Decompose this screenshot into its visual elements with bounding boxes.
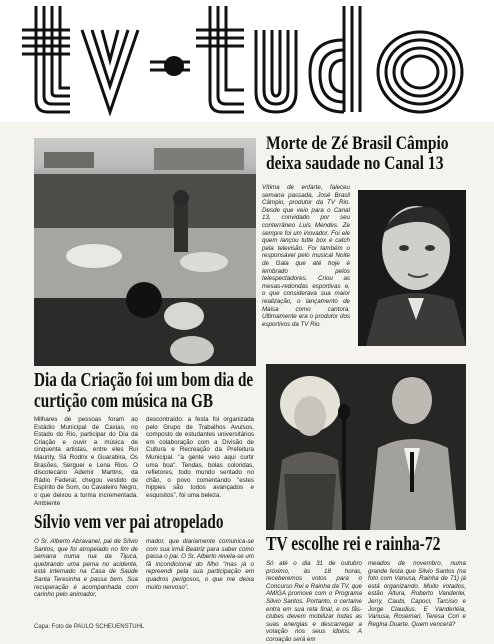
dia-criacao-body-col1: Milhares de pessoas foram ao Estádio Municipal de Caxias, no Estado do Rio, participar do Dia da Criação e ouvir a música de cinquenta artistas, entre eles Rui Maurity, Sá Rodrix e Guarabira, Os Brasões, Serguei e Lena Rios. O discotecário Ademir Martins, da Rádio Federal, chegou vestido de Espírito de Som, ou Cavaleiro Negro, o que deixou a turma incrementada. Ambiente [34, 416, 138, 507]
rei-rainha-headline: TV escolhe rei e rainha-72 [266, 533, 441, 555]
rei-rainha-body-col2: meados de novembro, numa grande festa que Silvio Santos (na foto com Vanusa, Rainha de 71) já está organizando. Muito votados, estão Altura, Roberto Vanderlei, Jerry, Caubi, Capoci, Tarcisio e Jorge Claudius. E Vanderléia, Vanusa, Rosemari, Teresa Cori e Regina Duarte. Quem vencerá? [368, 560, 466, 628]
rei-rainha-photo [266, 364, 466, 530]
concert-photo [34, 138, 256, 366]
dia-criacao-headline: Dia da Criação foi um bom dia de curtição com música na GB [34, 369, 254, 412]
dia-criacao-body-col2: descontraído: a festa foi organizada pelo Grupo de Trabalhos Avulsos, composto de estudantes universitários em colaboração com a Divisão de Cultura e Recreação da Prefeitura Municipal. "a gente veio aqui curtir uma boa". Tendas, bolas coloridas, refletores, todo mundo sentado no chão, o povo comentando "estes hippies são todos avançados e esquisitos", foi uma beleza. [146, 416, 254, 499]
silvio-body-col1: O Sr. Alberto Abravanel, pai de Sílvio Santos, que foi atropelado no fim de semana numa rua da Tijuca, quebrando uma perna no acidente, está internado na Casa de Saúde Santa Teresinha e passa bem. Sua recuperação é acompanhada com carinho pelo animador, [34, 538, 138, 599]
ze-brasil-body: Vítima de enfarte, faleceu semana passada, José Brasil Câmpio, produtor da TV Rio. Desde que veio para o Canal 13, convidado por seu conterrâneo Luís Mendes. Ze sempre foi um inovador. Foi ele quem lançou tutte box e catch pela televisão. Foi também o responsável pelo musical Noite de Gala que até hoje é lembrado pelos telespectadores. Criou as mesas-redondas esportivas e, o que considerava sua maior realização, o lançamento de Maisa como cantora. Ultimamente era o produtor dos esportivos da TV Rio. [262, 184, 350, 328]
silvio-body-col2: mador, que diariamente comunica-se com sua irmã Beatriz para saber como passa o pai. O Sr. Alberto revela-se um fã incondicional do filho "mas já o repreendi pela sua participação em quadros perigosos, o que me deixa muito nervoso". [146, 538, 254, 591]
ze-brasil-headline: Morte de Zé Brasil Câmpio deixa saudade no Canal 13 [266, 133, 449, 174]
photo-credit: Capa: Foto de PAULO SCHEUENSTUHL [34, 624, 145, 630]
masthead [0, 0, 494, 122]
rei-rainha-body-col1: Só até o dia 31 de outubro próximo, às 18 horas, receberemos votos para o Concurso Rei e Rainha da TV, que AMIGA promove com o Programa Silvio Santos. Portanto, o certame entra em sua reta final, e os fãs-clubes devem mobilizar todas as suas energias e descarregar a votação nos seus ídolos. A coroação será em [266, 560, 362, 643]
ze-brasil-portrait [358, 190, 466, 346]
silvio-headline: Sílvio vem ver pai atropelado [34, 511, 224, 533]
masthead-logo [0, 0, 494, 122]
